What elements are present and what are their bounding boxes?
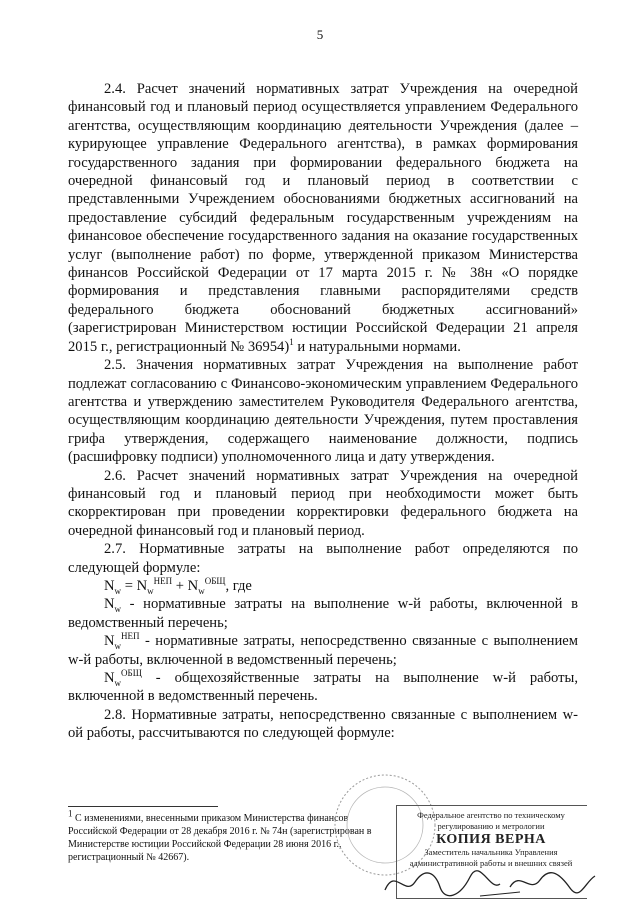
- paragraph-2-4: [68, 80, 578, 356]
- def-sup: НЕП: [121, 631, 140, 642]
- formula-sup-nep: НЕП: [153, 576, 173, 587]
- formula-where: , где: [225, 577, 252, 594]
- footnote-mark: 1: [68, 808, 73, 819]
- formula-line: [104, 577, 578, 595]
- def-sup: ОБЩ: [121, 668, 142, 679]
- stamp-line-4: административной работы и внешних связей: [409, 858, 573, 868]
- stamp-line-2: регулированию и метрологии: [437, 821, 545, 831]
- stamp-title: КОПИЯ ВЕРНА: [436, 832, 546, 847]
- def-n: N: [104, 670, 115, 686]
- definition-nw: [68, 595, 578, 632]
- formula-sup-obsh: ОБЩ: [204, 576, 226, 587]
- def-text: - нормативные затраты на выполнение w-й работы, включенной в ведомственный перечень;: [68, 596, 578, 631]
- paragraph-2-7: 2.7. Нормативные затраты на выполнение работ определяются по следующей формуле:: [68, 541, 578, 576]
- def-n: N: [104, 633, 115, 650]
- def-sub: w: [114, 677, 122, 688]
- definition-nw-obsh: [68, 669, 578, 706]
- paragraph-2-5: 2.5. Значения нормативных затрат Учреждения на выполнение работ подлежат согласованию с Финансово-экономическим управлением Федерального агентства и утверждению заместителем Руководителя Федерального агентства, осуществляющим координацию деятельности Учреждения, путем проставления грифа утверждения, содержащего наименование должности, подпись (расшифровку подписи) уполномоченного лица и дату утверждения.: [68, 357, 578, 466]
- paragraph-2-4-text: 2.4. Расчет значений нормативных затрат Учреждения на очередной финансовый год и плановый период осуществляется управлением Федерального агентства, осуществляющим координацию деятельности Учреждения (далее – курирующее управление Федерального агентства), в рамках формирования государственного задания при формировании федерального бюджета на очередной финансовый год и плановый период в соответствии с представленными Учреждением обоснованиями бюджетных ассигнований на предоставление субсидий федеральным государственным учреждениям на финансовое обеспечение государственного задания на оказание государственных услуг (выполнение работ) по форме, утвержденной приказом Министерства финансов Российской Федерации от 17 марта 2015 г. № 38н «О порядке формирования и представления главными распорядителями средств федерального бюджета обоснований бюджетных ассигнований» (зарегистрирован Министерством юстиции Российской Федерации 21 апреля 2015 г., регистрационный № 36954): [68, 81, 578, 355]
- def-sub: w: [114, 641, 122, 652]
- stamp-line-1: Федеральное агентство по техническому: [417, 810, 565, 820]
- formula-n: N: [104, 577, 115, 594]
- paragraph-2-4-tail: и натуральными нормами.: [293, 338, 461, 355]
- formula-sub: w: [114, 585, 122, 596]
- stamp-line-3: Заместитель начальника Управления: [424, 847, 558, 857]
- paragraph-2-6: 2.6. Расчет значений нормативных затрат Учреждения на очередной финансовый год и плановый период при необходимости может быть скорректирован при проведении корректировки федерального бюджета на очередной финансовый год и плановый период.: [68, 467, 578, 539]
- paragraph-2-8: 2.8. Нормативные затраты, непосредственно связанные с выполнением w-ой работы, рассчитываются по следующей формуле:: [68, 706, 578, 742]
- page-number: 5: [316, 27, 324, 42]
- definition-nw-nep: [68, 632, 578, 669]
- def-text: - общехозяйственные затраты на выполнение w-й работы, включенной в ведомственный перечень.: [68, 670, 578, 705]
- def-text: - нормативные затраты, непосредственно связанные с выполнением w-й работы, включенной в ведомственный перечень;: [68, 633, 578, 668]
- document-body: [68, 80, 578, 743]
- footnote-divider: [68, 806, 218, 807]
- formula-sub: w: [147, 585, 154, 596]
- def-sub: w: [114, 604, 122, 615]
- formula-sub: w: [198, 585, 205, 596]
- def-n: N: [104, 596, 115, 613]
- handwritten-signature: [380, 862, 600, 902]
- footnote-ref: 1: [289, 336, 294, 347]
- formula-eq: = N: [121, 577, 148, 594]
- formula-plus: + N: [172, 577, 199, 594]
- footnote-text: С изменениями, внесенными приказом Министерства финансов Российской Федерации от 28 декабря 2016 г. № 74н (зарегистрирован в Министерстве юстиции Российской Федерации 28 июня 2016 г., регистрационный № 42667).: [68, 813, 372, 863]
